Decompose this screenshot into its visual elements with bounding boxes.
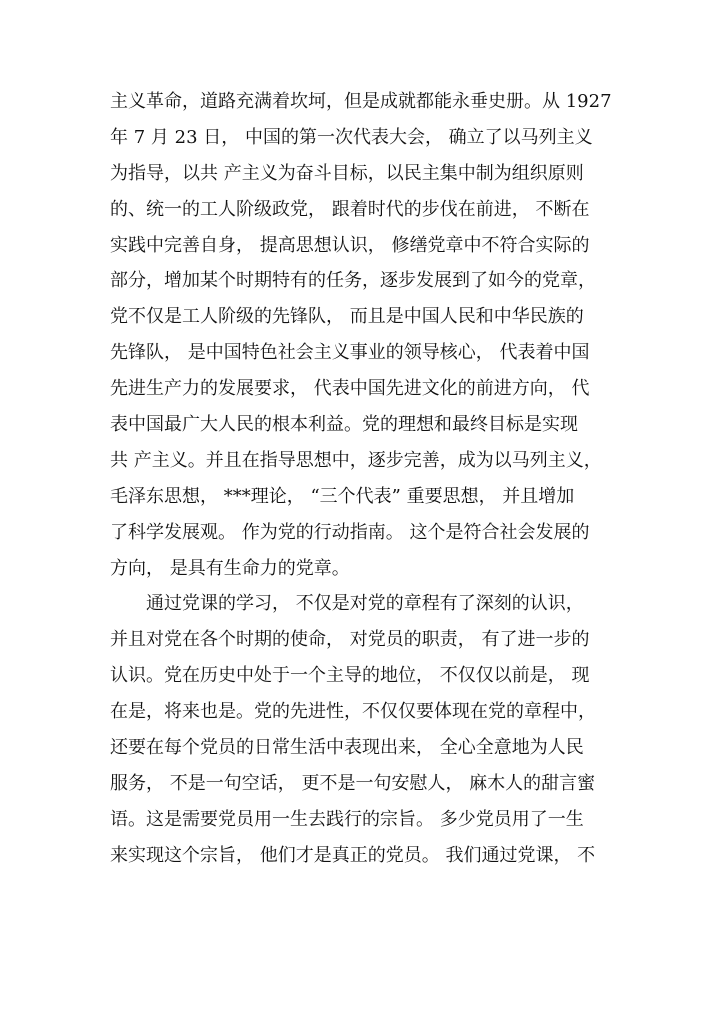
text-line: 的、统一的工人阶级政党， 跟着时代的步伐在前进， 不断在 bbox=[110, 198, 590, 220]
text-line: 认识。党在历史中处于一个主导的地位， 不仅仅以前是， 现 bbox=[110, 665, 590, 687]
text-line: 实践中完善自身， 提高思想认识， 修缮党章中不符合实际的 bbox=[110, 234, 590, 256]
text-line: 主义革命，道路充满着坎坷，但是成就都能永垂史册。从 1927 bbox=[110, 91, 612, 112]
text-line: 先进生产力的发展要求， 代表中国先进文化的前进方向， 代 bbox=[110, 378, 590, 400]
text-line: 先锋队， 是中国特色社会主义事业的领导核心， 代表着中国 bbox=[110, 342, 590, 364]
text-line: 共 产主义。并且在指导思想中，逐步完善，成为以马列主义， bbox=[110, 449, 602, 471]
text-line: 服务， 不是一句空话， 更不是一句安慰人， 麻木人的甜言蜜 bbox=[110, 772, 596, 794]
text-line: 在是，将来也是。党的先进性，不仅仅要体现在党的章程中， bbox=[110, 701, 596, 723]
text-line: 部分，增加某个时期特有的任务，逐步发展到了如今的党章， bbox=[110, 270, 596, 292]
document-body bbox=[110, 84, 615, 874]
text-line: 毛泽东思想， ***理论， “三个代表” 重要思想， 并且增加 bbox=[110, 485, 575, 507]
text-line: 并且对党在各个时期的使命， 对党员的职责， 有了进一步的 bbox=[110, 629, 590, 651]
text-line: 表中国最广大人民的根本利益。党的理想和最终目标是实现 bbox=[110, 414, 578, 436]
text-line: 通过党课的学习， 不仅是对党的章程有了深刻的认识， bbox=[146, 593, 584, 615]
text-line: 党不仅是工人阶级的先锋队， 而且是中国人民和中华民族的 bbox=[110, 306, 584, 328]
paragraph-1 bbox=[110, 84, 615, 586]
text-line: 还要在每个党员的日常生活中表现出来， 全心全意地为人民 bbox=[110, 737, 584, 759]
text-line: 方向， 是具有生命力的党章。 bbox=[110, 557, 350, 579]
text-line: 来实现这个宗旨， 他们才是真正的党员。 我们通过党课， 不 bbox=[110, 844, 596, 866]
paragraph-2 bbox=[110, 586, 615, 873]
text-line: 了科学发展观。 作为党的行动指南。 这个是符合社会发展的 bbox=[110, 521, 590, 543]
text-line: 年 7 月 23 日， 中国的第一次代表大会， 确立了以马列主义 bbox=[110, 126, 593, 148]
text-line: 为指导，以共 产主义为奋斗目标，以民主集中制为组织原则 bbox=[110, 162, 584, 184]
text-line: 语。这是需要党员用一生去践行的宗旨。 多少党员用了一生 bbox=[110, 808, 584, 830]
